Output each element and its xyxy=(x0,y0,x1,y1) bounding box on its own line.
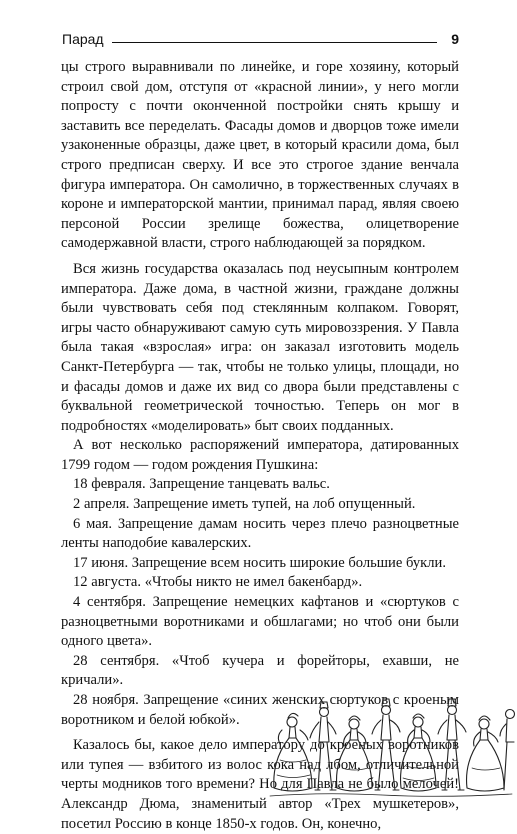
paragraph: цы строго выравнивали по линейке, и горе хозяину, который строил свой дом, отступя от «красной линии», у него могли попросту с почти оконченной постройки снять крышу и заставить все переделать. Фасады домов и дворцов тоже имели узаконенные образцы, даже цвет, в который красили дома, был строго предписан сверху. И все это строгое здание венчала фигура императора. Он самолично, в торжественных случаях в короне и императорской мантии, принимал парад, являя своею персоной России зрелище божества, олицетворение самодержавной власти, строго наблюдающей за порядком. xyxy=(61,59,459,252)
paragraph: А вот несколько распоряжений императора, датированных 1799 годом — годом рождения Пушкина: xyxy=(61,437,459,473)
lady-figure xyxy=(467,716,504,791)
gentleman-figure xyxy=(438,699,466,790)
decree-item: 4 сентября. Запрещение немецких кафтанов и «сюртуков с разноцветными воротниками и обшлагами; но чтоб они были одного цвета». xyxy=(61,594,459,650)
partial-figure xyxy=(500,710,515,791)
decree-item: 2 апреля. Запрещение иметь тупей, на лоб опущенный. xyxy=(73,496,416,513)
paragraph: Казалось бы, какое дело императору до кроеных воротников или тупея — взбитого из волос кока над лбом, отличительной черты модников того времени? Но для Павла не было мелочей! Александр Дюма, знаменитый автор «Трех мушкетеров», посетил Россию в конце 1850-х годов. Он, конечно, xyxy=(61,737,459,832)
gentleman-figure xyxy=(372,699,400,790)
paragraph: Вся жизнь государства оказалась под неусыпным контролем императора. Даже дома, в частной жизни, граждане должны были чувствовать себя под стеклянным колпаком. Говорят, игры часто обнаруживают самую суть мировоззрения. У Павла была такая «взрослая» игра: он заказал изготовить модель Санкт-Петербурга — так, чтобы не только улицы, площади, но и фасады домов и даже их вид со двора были представлены с буквальной геометрической точностью. Теперь он мог в подробностях «моделировать» быт своих подданных. xyxy=(61,260,459,434)
running-title: Парад xyxy=(62,30,110,48)
decree-item: 28 сентября. «Чтоб кучера и форейторы, ехавши, не кричали». xyxy=(61,652,459,689)
decree-item: 18 февраля. Запрещение танцевать вальс. xyxy=(73,476,330,493)
decree-item: 6 мая. Запрещение дамам носить через плечо разноцветные ленты наподобие кавалерских. xyxy=(61,515,459,552)
lady-figure xyxy=(337,716,372,791)
dancers-illustration xyxy=(262,680,517,800)
decree-item: 17 июня. Запрещение всем носить широкие большие букли. xyxy=(73,554,446,571)
header-rule xyxy=(112,42,437,43)
page-number: 9 xyxy=(451,31,459,47)
lady-figure xyxy=(401,714,436,791)
lady-figure xyxy=(274,713,312,791)
gentleman-figure xyxy=(310,702,336,790)
decree-item: 12 августа. «Чтобы никто не имел бакенбард». xyxy=(73,574,363,591)
decree-item: 28 ноября. Запрещение «синих женских сюртуков с кроеным воротником и белой юбкой». xyxy=(61,692,459,728)
running-header xyxy=(62,30,459,50)
